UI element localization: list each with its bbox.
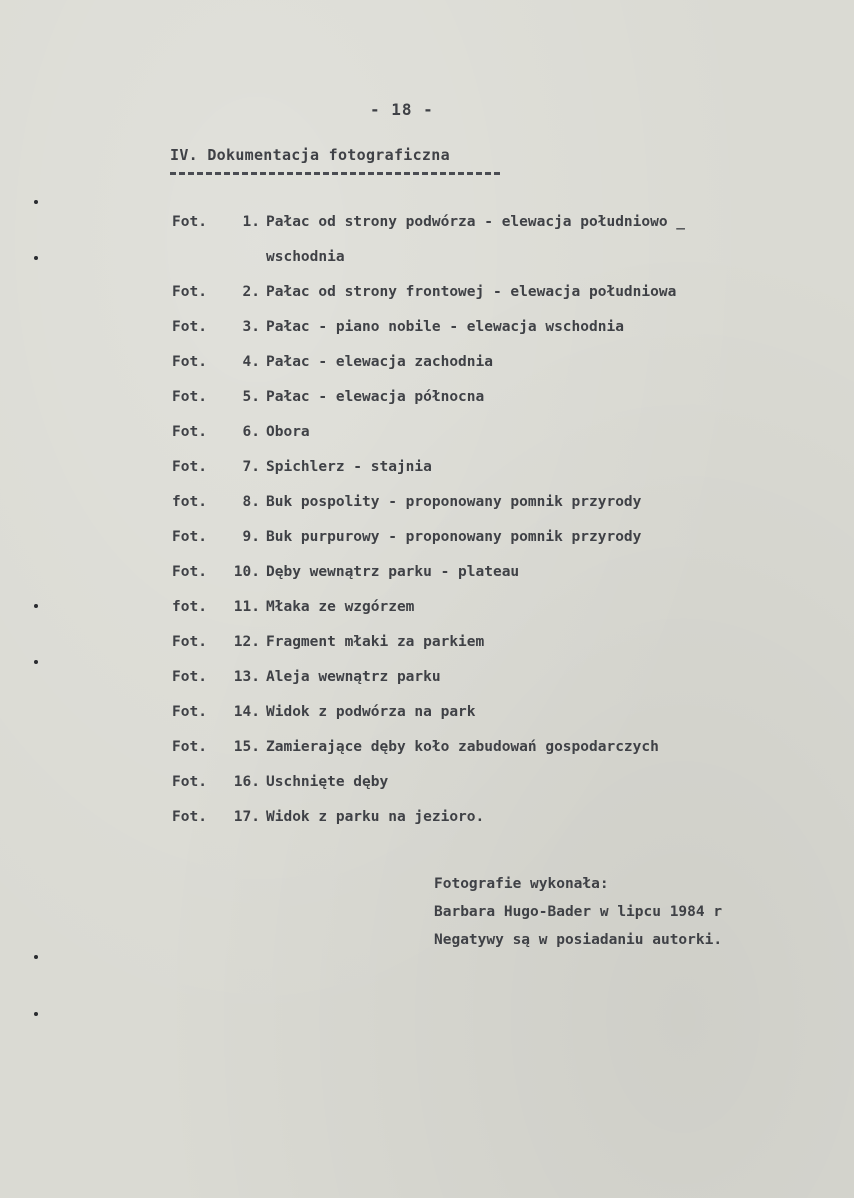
photo-prefix: Fot.	[172, 564, 207, 580]
photo-description: Pałac - elewacja zachodnia	[266, 354, 493, 370]
photo-description-block	[266, 555, 519, 590]
credits-line-1: Fotografie wykonała:	[434, 876, 609, 892]
photo-description-block	[266, 310, 624, 345]
photo-description: Widok z parku na jezioro.	[266, 809, 485, 825]
photo-list-item	[172, 730, 685, 765]
photo-prefix: Fot.	[172, 214, 207, 230]
title-underline	[170, 172, 500, 175]
margin-mark	[34, 955, 38, 959]
photo-description: Aleja wewnątrz parku	[266, 669, 441, 685]
margin-mark	[34, 604, 38, 608]
photo-number: 15.	[233, 739, 260, 755]
photo-description: Buk pospolity - proponowany pomnik przyrody	[266, 494, 642, 510]
photo-description-block	[266, 520, 641, 555]
photo-description: Młaka ze wzgórzem	[266, 599, 415, 615]
photo-prefix: Fot.	[172, 424, 207, 440]
photo-list-item	[172, 555, 685, 590]
photo-description-block	[266, 660, 441, 695]
photo-description: Obora	[266, 424, 310, 440]
photo-description-block	[266, 485, 641, 520]
photo-prefix: fot.	[172, 599, 207, 615]
photo-list-item	[172, 345, 685, 380]
photo-description-block	[266, 695, 476, 730]
credits-block	[434, 870, 722, 954]
page-number: - 18 -	[370, 100, 434, 119]
photo-number: 14.	[233, 704, 260, 720]
photo-number: 16.	[233, 774, 260, 790]
photo-description-block	[266, 275, 676, 310]
photo-number: 5.	[242, 389, 260, 405]
photo-description: Pałac - piano nobile - elewacja wschodnia	[266, 319, 624, 335]
photo-description-block	[266, 380, 484, 415]
photo-prefix: Fot.	[172, 389, 207, 405]
photo-description-block	[266, 345, 493, 380]
photo-description-block	[266, 590, 414, 625]
credits-line-3: Negatywy są w posiadaniu autorki.	[434, 932, 723, 948]
photo-list-item	[172, 695, 685, 730]
photo-prefix: Fot.	[172, 739, 207, 755]
photo-prefix: Fot.	[172, 704, 207, 720]
photo-number: 13.	[233, 669, 260, 685]
photo-number: 17.	[233, 809, 260, 825]
photo-list-item	[172, 310, 685, 345]
photo-description: Dęby wewnątrz parku - plateau	[266, 564, 520, 580]
photo-number: 11.	[233, 599, 260, 615]
photo-description-block	[266, 800, 484, 835]
photo-description-block	[266, 205, 685, 275]
photo-list-item	[172, 625, 685, 660]
margin-mark	[34, 200, 38, 204]
photo-description-block	[266, 450, 432, 485]
photo-description: Widok z podwórza na park	[266, 704, 476, 720]
photo-prefix: Fot.	[172, 809, 207, 825]
photo-prefix: Fot.	[172, 354, 207, 370]
photo-list-item	[172, 485, 685, 520]
photo-number: 2.	[242, 284, 260, 300]
photo-list-item	[172, 450, 685, 485]
photo-description: Zamierające dęby koło zabudowań gospodarczych	[266, 739, 659, 755]
photo-description-continuation: wschodnia	[266, 249, 345, 265]
photo-number: 3.	[242, 319, 260, 335]
photo-list	[172, 205, 685, 835]
photo-list-item	[172, 380, 685, 415]
photo-prefix: Fot.	[172, 284, 207, 300]
photo-list-item	[172, 415, 685, 450]
photo-list-item	[172, 205, 685, 275]
photo-number: 8.	[242, 494, 260, 510]
margin-mark	[34, 660, 38, 664]
photo-prefix: fot.	[172, 494, 207, 510]
photo-number: 10.	[233, 564, 260, 580]
photo-number: 6.	[242, 424, 260, 440]
photo-description: Buk purpurowy - proponowany pomnik przyrody	[266, 529, 642, 545]
photo-description-block	[266, 730, 659, 765]
photo-description-block	[266, 765, 388, 800]
photo-number: 4.	[242, 354, 260, 370]
photo-prefix: Fot.	[172, 459, 207, 475]
photo-prefix: Fot.	[172, 774, 207, 790]
photo-description: Pałac - elewacja północna	[266, 389, 485, 405]
photo-description: Uschnięte dęby	[266, 774, 389, 790]
photo-number: 1.	[242, 214, 260, 230]
photo-list-item	[172, 275, 685, 310]
photo-prefix: Fot.	[172, 319, 207, 335]
photo-list-item	[172, 590, 685, 625]
photo-prefix: Fot.	[172, 669, 207, 685]
photo-description: Pałac od strony podwórza - elewacja południowo _	[266, 214, 686, 230]
photo-list-item	[172, 765, 685, 800]
photo-description: Spichlerz - stajnia	[266, 459, 432, 475]
section-title: IV. Dokumentacja fotograficzna	[170, 146, 450, 164]
photo-description: Pałac od strony frontowej - elewacja południowa	[266, 284, 677, 300]
photo-description-block	[266, 415, 310, 450]
photo-prefix: Fot.	[172, 529, 207, 545]
photo-list-item	[172, 660, 685, 695]
margin-mark	[34, 1012, 38, 1016]
photo-number: 7.	[242, 459, 260, 475]
photo-list-item	[172, 520, 685, 555]
photo-list-item	[172, 800, 685, 835]
photo-number: 12.	[233, 634, 260, 650]
photo-description-block	[266, 625, 484, 660]
photo-description: Fragment młaki za parkiem	[266, 634, 485, 650]
photo-prefix: Fot.	[172, 634, 207, 650]
credits-line-2: Barbara Hugo-Bader w lipcu 1984 r	[434, 904, 723, 920]
photo-number: 9.	[242, 529, 260, 545]
margin-mark	[34, 256, 38, 260]
